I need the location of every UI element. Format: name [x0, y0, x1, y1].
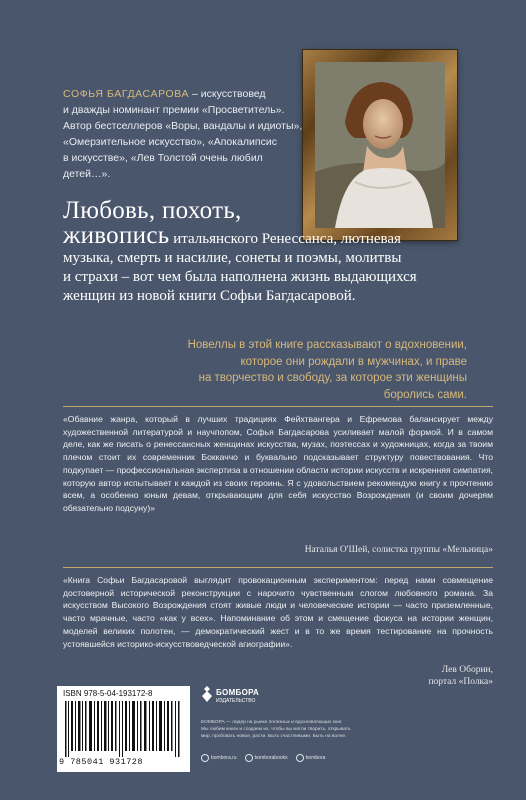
review-quote: «Книга Софьи Багдасаровой выглядит провокационным экспериментом: перед нами совмещение достоверной исторической реконструкции с нарочито чувственным слогом любовного романа. За искусством Высокого Возрождения стоят живые люди и человеческие истории — часто приземленные, часто мрачные, часто «как у всех». Напоминание об этом и смещение фокуса на истории женщин, моделей великих полотен, — демократический жест и в то же время тестирование на прочность устоявшейся историко-искусствоведческой агиографии». — [63, 575, 493, 649]
social-label: bombora — [305, 755, 326, 761]
review-author: Лев Оборин, — [441, 665, 493, 675]
publisher-tagline: ИЗДАТЕЛЬСТВО — [216, 698, 256, 704]
publisher-imprint — [201, 720, 391, 740]
author-bio-line: Автор бестселлеров «Воры, вандалы и идиоты», — [63, 120, 303, 132]
intro-line: Новеллы в этой книге рассказывают о вдохновении, — [187, 339, 467, 351]
publisher-name: БОМБОРА — [216, 688, 260, 697]
review-attribution — [63, 664, 493, 688]
imprint-line: БОМБОРА — лидер на рынке полезных и вдохновляющих книг. — [201, 720, 343, 725]
imprint-line: мир, пробовать новое, расти. Быть счастливыми. Быть на волне. — [201, 733, 347, 739]
social-label: bombora.ru — [211, 755, 237, 761]
imprint-line: Мы любим книги и создаем их, чтобы вы могли творить, открывать — [201, 726, 351, 732]
intro-line: на творчество и свободу, за которое эти женщины — [198, 372, 467, 384]
social-label: bomborabooks — [254, 755, 288, 761]
social-website[interactable] — [201, 754, 237, 762]
headline-line: итальянского Ренессанса, лютневая — [169, 231, 401, 247]
author-bio-line: в искусстве», «Лев Толстой очень любил детей…». — [63, 152, 263, 180]
social-vk[interactable] — [296, 754, 326, 762]
headline-line: музыка, смерть и насилие, сонеты и поэмы, молитвы — [63, 250, 402, 266]
author-name: СОФЬЯ БАГДАСАРОВА — [63, 88, 190, 100]
bombora-logo-icon — [201, 686, 213, 702]
intro-line: боролись сами. — [383, 388, 467, 401]
isbn-label: ISBN 978-5-04-193172-8 — [63, 689, 153, 698]
barcode-number: 9 785041 931728 — [59, 757, 144, 767]
barcode — [57, 686, 190, 772]
intro-paragraph — [142, 337, 467, 403]
divider — [63, 567, 493, 568]
vk-icon — [296, 754, 304, 762]
review-quote: «Обавние жанра, который в лучших традициях Фейхтвангера и Ефремова балансирует между художественной литературой и научпопом, Софья Багдасарова усиливает малой формой. И в самом деле, как же писать о ренессансных женщинах искусства, музах, поэтессах и художницах, когда за твоим плечом стоит их современник Боккаччо и буквально подсказывает структуру повествования. Что подкупает — профессиональная экспертиза в отношении области истории искусств и искренняя симпатия, которую автор испытывает к каждой из своих героинь. Я с удовольствием рекомендую книгу к прочтению всем, а особенно юным девам, открывающим для себя искусство Возрождения (и своим дочерям обязательно подсуну)» — [63, 414, 493, 513]
headline-line: Любовь, похоть, — [63, 197, 242, 224]
review-source: портал «Полка» — [428, 677, 493, 687]
headline-line: и страхи – вот чем была наполнена жизнь выдающихся — [63, 269, 417, 285]
publisher-socials — [201, 754, 325, 762]
author-bio — [63, 86, 303, 182]
globe-icon — [201, 754, 209, 762]
author-bio-line: – искусствовед — [189, 88, 266, 100]
review-attribution: Наталья О'Шей, солистка группы «Мельница» — [304, 545, 493, 555]
author-bio-line: и дважды номинант премии «Просветитель». — [63, 104, 285, 116]
intro-line: которое они рождали в мужчинах, и праве — [240, 355, 467, 368]
barcode-bars — [65, 701, 183, 757]
headline-line: женщин из новой книги Софьи Багдасаровой. — [63, 288, 356, 304]
social-telegram[interactable] — [245, 754, 288, 762]
telegram-icon — [245, 754, 253, 762]
author-bio-line: «Омерзительное искусство», «Апокалипсис — [63, 136, 277, 148]
headline-emphasis: живопись — [63, 222, 170, 249]
divider — [63, 406, 493, 407]
headline — [63, 198, 483, 306]
